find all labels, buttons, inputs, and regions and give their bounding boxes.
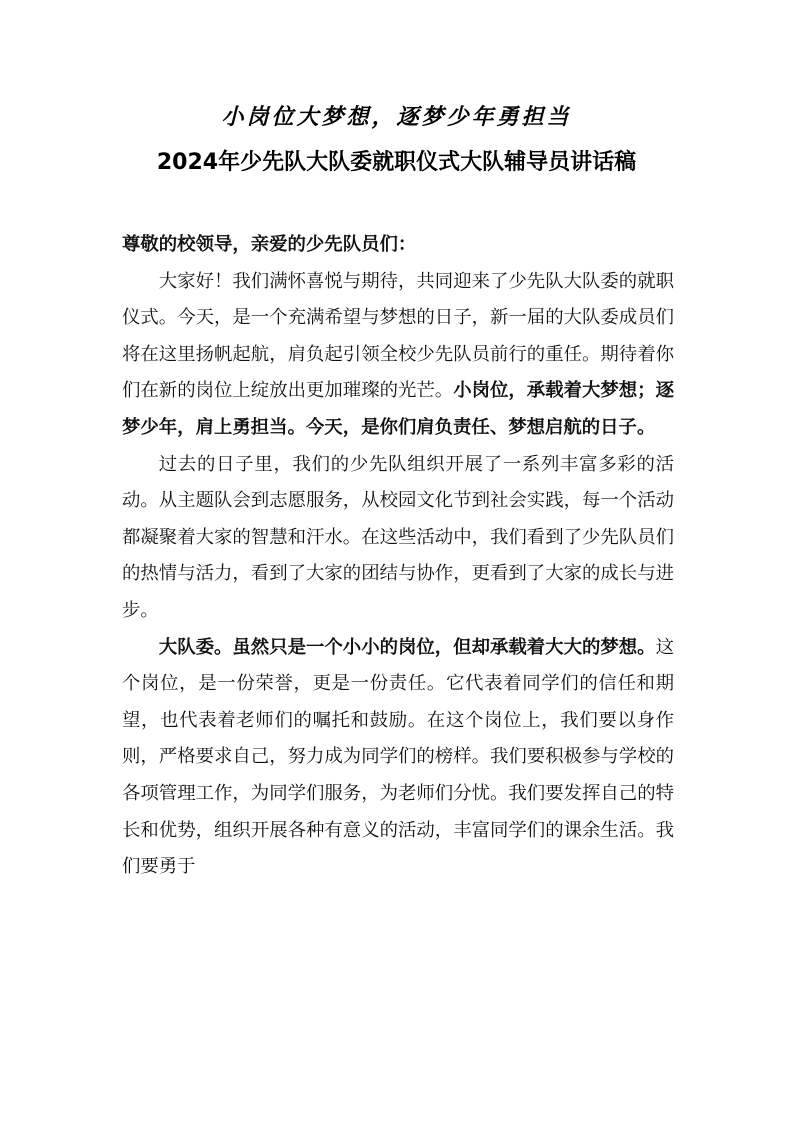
paragraph-2 <box>122 447 674 630</box>
paragraph-3 <box>122 630 674 886</box>
paragraph-3-bold: 大队委。虽然只是一个小小的岗位，但却承载着大大的梦想。 <box>158 636 656 658</box>
paragraph-1-text: 大家好！我们满怀喜悦与期待，共同迎来了少先队大队委的就职仪式。今天，是一个充满希望与梦想的日子，新一届的大队委成员们将在这里扬帆起航，肩负起引领全校少先队员前行的重任。期待着你们在新的岗位上绽放出更加璀璨的光芒。 <box>122 270 674 402</box>
paragraph-2-text: 过去的日子里，我们的少先队组织开展了一系列丰富多彩的活动。从主题队会到志愿服务，从校园文化节到社会实践，每一个活动都凝聚着大家的智慧和汗水。在这些活动中，我们看到了少先队员们的热情与活力，看到了大家的团结与协作，更看到了大家的成长与进步。 <box>122 453 674 621</box>
paragraph-3-text: 这个岗位，是一份荣誉，更是一份责任。它代表着同学们的信任和期望，也代表着老师们的嘱托和鼓励。在这个岗位上，我们要以身作则，严格要求自己，努力成为同学们的榜样。我们要积极参与学校的各项管理工作，为同学们服务，为老师们分忧。我们要发挥自己的特长和优势，组织开展各种有意义的活动，丰富同学们的课余生活。我们要勇于 <box>122 636 674 878</box>
paragraph-1 <box>122 264 674 447</box>
salutation: 尊敬的校领导，亲爱的少先队员们： <box>122 234 417 255</box>
document-subtitle: 2024年少先队大队委就职仪式大队辅导员讲话稿 <box>156 150 637 175</box>
document-body <box>122 227 674 886</box>
paragraph-1-bold: 小岗位，承载着大梦想；逐梦少年，肩上勇担当。今天，是你们肩负责任、梦想启航的日子。 <box>122 380 674 438</box>
document-title: 小岗位大梦想，逐梦少年勇担当 <box>221 104 572 130</box>
